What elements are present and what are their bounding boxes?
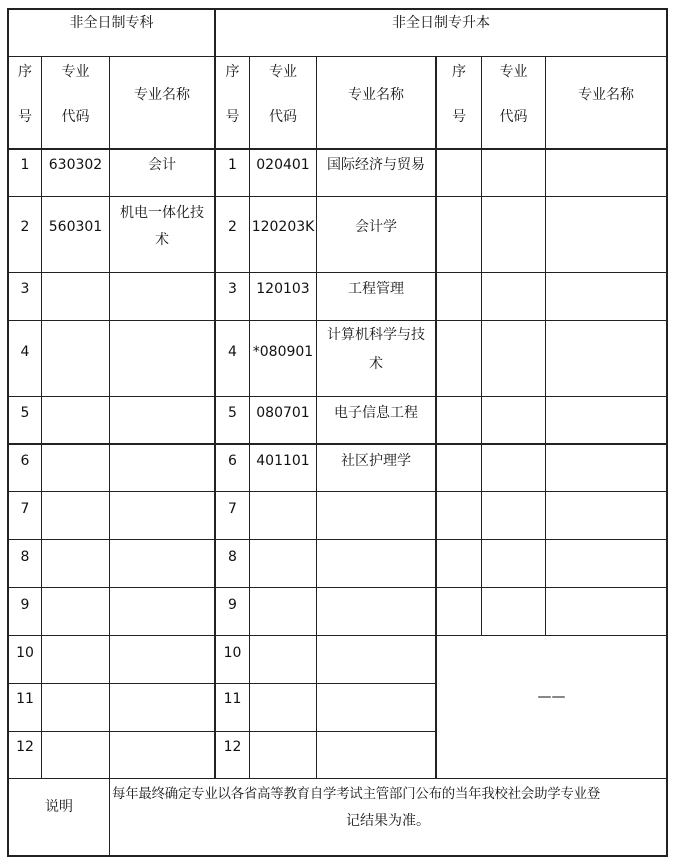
grid-line bbox=[7, 635, 668, 636]
grid-line bbox=[7, 778, 668, 779]
col-header-name: 专业名称 bbox=[578, 87, 634, 103]
section-title-right: 非全日制专升本 bbox=[392, 15, 490, 31]
right-seq: 4 bbox=[228, 344, 237, 360]
col-header-seq: 序 bbox=[452, 64, 466, 80]
right-name: 工程管理 bbox=[348, 281, 404, 297]
right-name: 术 bbox=[369, 356, 383, 372]
grid-line bbox=[7, 731, 436, 732]
col-header-seq: 序 bbox=[225, 64, 240, 80]
col-header-seq: 号 bbox=[18, 109, 32, 125]
note-text: 每年最终确定专业以各省高等教育自学考试主管部门公布的当年我校社会助学专业登 bbox=[112, 787, 601, 802]
right-code: 020401 bbox=[256, 157, 310, 173]
right-code: *080901 bbox=[252, 344, 314, 360]
left-seq: 6 bbox=[20, 453, 30, 469]
right-seq: 6 bbox=[228, 453, 237, 469]
col-header-seq: 号 bbox=[452, 109, 466, 125]
col-header-code: 专业 bbox=[499, 64, 528, 80]
grid-line-bold bbox=[435, 56, 437, 778]
grid-line-bold bbox=[7, 443, 668, 445]
right-seq: 2 bbox=[228, 219, 237, 235]
note-text: 记结果为准。 bbox=[346, 813, 430, 829]
right-seq: 7 bbox=[228, 501, 237, 517]
left-seq: 10 bbox=[16, 645, 34, 661]
grid-line bbox=[7, 56, 668, 57]
right-seq: 11 bbox=[223, 691, 242, 707]
right-seq: 3 bbox=[228, 281, 237, 297]
right-name: 会计学 bbox=[355, 219, 397, 235]
left-seq: 11 bbox=[16, 691, 34, 707]
right-name: 社区护理学 bbox=[341, 453, 411, 469]
grid-line bbox=[481, 56, 482, 635]
left-seq: 8 bbox=[20, 549, 30, 565]
right-seq: 12 bbox=[223, 739, 242, 755]
merged-empty-cell: —— bbox=[537, 689, 566, 705]
col-header-code: 代码 bbox=[499, 109, 528, 125]
right-code: 401101 bbox=[256, 453, 310, 469]
right-seq: 1 bbox=[228, 157, 237, 173]
right-code: 080701 bbox=[256, 405, 310, 421]
right-code: 120103 bbox=[256, 281, 310, 297]
grid-line bbox=[7, 683, 436, 684]
left-seq: 5 bbox=[20, 405, 30, 421]
grid-line bbox=[109, 56, 110, 856]
col-header-name: 专业名称 bbox=[134, 87, 190, 103]
right-seq: 5 bbox=[228, 405, 237, 421]
col-header-code: 专业 bbox=[61, 64, 90, 80]
left-name: 会计 bbox=[148, 157, 176, 173]
col-header-code: 专业 bbox=[269, 64, 297, 80]
col-header-code: 代码 bbox=[61, 109, 90, 125]
table-border-bottom bbox=[7, 855, 668, 857]
grid-line bbox=[7, 587, 668, 588]
left-seq: 9 bbox=[20, 597, 30, 613]
right-name: 计算机科学与技 bbox=[327, 327, 425, 343]
right-code: 120203K bbox=[251, 219, 315, 235]
right-name: 国际经济与贸易 bbox=[327, 157, 425, 173]
col-header-seq: 序 bbox=[18, 64, 32, 80]
right-seq: 8 bbox=[228, 549, 237, 565]
col-header-name: 专业名称 bbox=[348, 87, 404, 103]
note-label: 说明 bbox=[45, 799, 73, 815]
section-title-left: 非全日制专科 bbox=[69, 15, 154, 31]
right-seq: 9 bbox=[228, 597, 237, 613]
left-seq: 3 bbox=[20, 281, 30, 297]
grid-line bbox=[545, 56, 546, 635]
grid-line bbox=[7, 272, 668, 273]
right-name: 电子信息工程 bbox=[334, 405, 418, 421]
right-seq: 10 bbox=[223, 645, 242, 661]
col-header-seq: 号 bbox=[225, 109, 240, 125]
grid-line-bold bbox=[7, 148, 668, 150]
table-border-right bbox=[666, 8, 668, 856]
left-name: 术 bbox=[155, 232, 169, 248]
left-code: 560301 bbox=[48, 219, 103, 235]
table-border-left bbox=[7, 8, 9, 856]
left-seq: 4 bbox=[20, 344, 30, 360]
grid-line bbox=[7, 396, 668, 397]
grid-line bbox=[7, 539, 668, 540]
grid-line bbox=[7, 491, 668, 492]
col-header-code: 代码 bbox=[269, 109, 297, 125]
left-code: 630302 bbox=[48, 157, 103, 173]
left-seq: 1 bbox=[20, 157, 30, 173]
left-seq: 2 bbox=[20, 219, 30, 235]
table-border-top bbox=[7, 8, 668, 10]
left-seq: 7 bbox=[20, 501, 30, 517]
left-seq: 12 bbox=[16, 739, 34, 755]
grid-line bbox=[7, 320, 668, 321]
grid-line bbox=[7, 196, 668, 197]
left-name: 机电一体化技 bbox=[120, 205, 204, 221]
